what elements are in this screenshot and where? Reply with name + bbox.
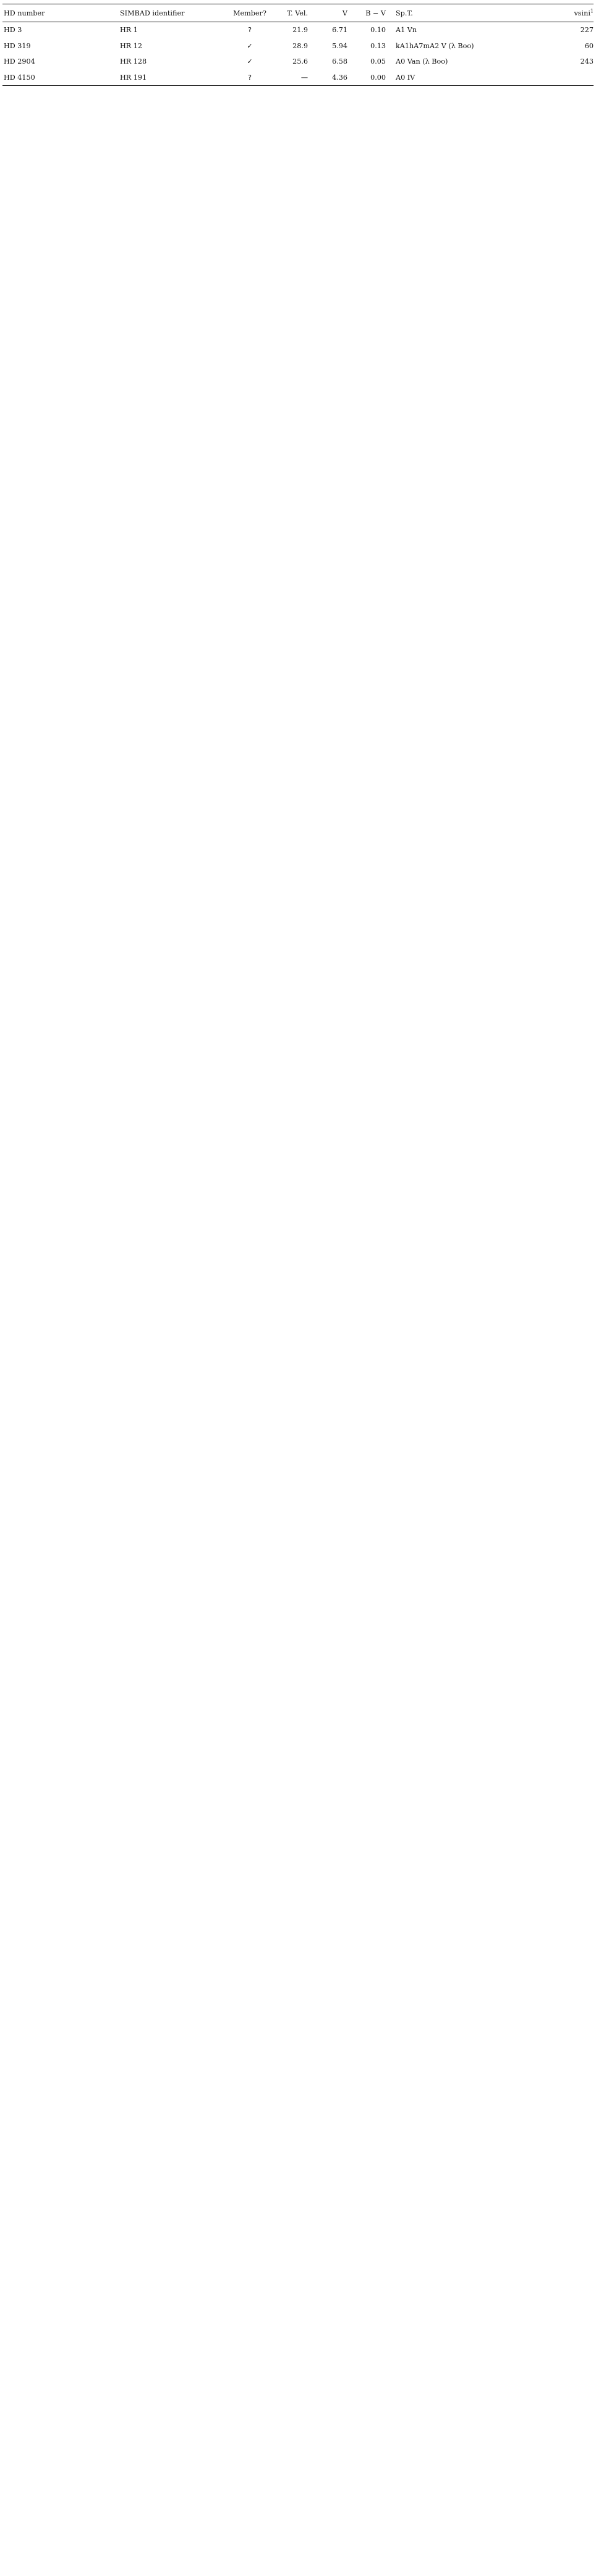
b-v-color: 0.05 xyxy=(370,57,386,66)
t-vel: — xyxy=(300,74,308,82)
table-body xyxy=(2,22,594,86)
header-spt: Sp.T. xyxy=(396,9,413,17)
member-flag: ? xyxy=(248,26,252,35)
table-header xyxy=(2,4,594,22)
data-table xyxy=(2,4,594,86)
table-row xyxy=(2,38,594,54)
header-vsini xyxy=(566,9,594,17)
header-vsini-label: vsini xyxy=(574,9,590,17)
member-flag: ? xyxy=(248,74,252,82)
t-vel: 25.6 xyxy=(292,57,308,66)
header-bv: B − V xyxy=(365,9,386,17)
member-flag: ✓ xyxy=(247,57,253,66)
vsini: 60 xyxy=(584,41,594,50)
header-v: V xyxy=(342,9,347,17)
hd-number: HD 4150 xyxy=(4,74,35,82)
v-mag: 5.94 xyxy=(332,41,347,50)
hd-number: HD 3 xyxy=(4,26,22,35)
simbad-identifier: HR 191 xyxy=(120,74,147,82)
hd-number: HD 2904 xyxy=(4,57,35,66)
table-row xyxy=(2,22,594,38)
table-row xyxy=(2,70,594,87)
header-tvel: T. Vel. xyxy=(287,9,308,17)
header-vsini-footnote: 1 xyxy=(590,7,594,14)
b-v-color: 0.00 xyxy=(370,74,386,82)
header-simbad: SIMBAD identifier xyxy=(120,9,185,17)
spectral-type: A1 Vn xyxy=(396,26,417,35)
v-mag: 6.71 xyxy=(332,26,347,35)
v-mag: 6.58 xyxy=(332,57,347,66)
hd-number: HD 319 xyxy=(4,41,31,50)
vsini: 243 xyxy=(580,57,594,66)
b-v-color: 0.10 xyxy=(370,26,386,35)
t-vel: 28.9 xyxy=(292,41,308,50)
simbad-identifier: HR 12 xyxy=(120,41,142,50)
simbad-identifier: HR 128 xyxy=(120,57,147,66)
header-member: Member? xyxy=(233,9,266,17)
header-hd: HD number xyxy=(4,9,45,17)
member-flag: ✓ xyxy=(247,41,253,50)
b-v-color: 0.13 xyxy=(370,41,386,50)
spectral-type: kA1hA7mA2 V (λ Boo) xyxy=(396,41,474,50)
simbad-identifier: HR 1 xyxy=(120,26,138,35)
spectral-type: A0 Van (λ Boo) xyxy=(396,57,448,66)
spectral-type: A0 IV xyxy=(396,74,415,82)
t-vel: 21.9 xyxy=(292,26,308,35)
v-mag: 4.36 xyxy=(332,74,347,82)
table-row xyxy=(2,54,594,70)
vsini: 227 xyxy=(580,26,594,35)
